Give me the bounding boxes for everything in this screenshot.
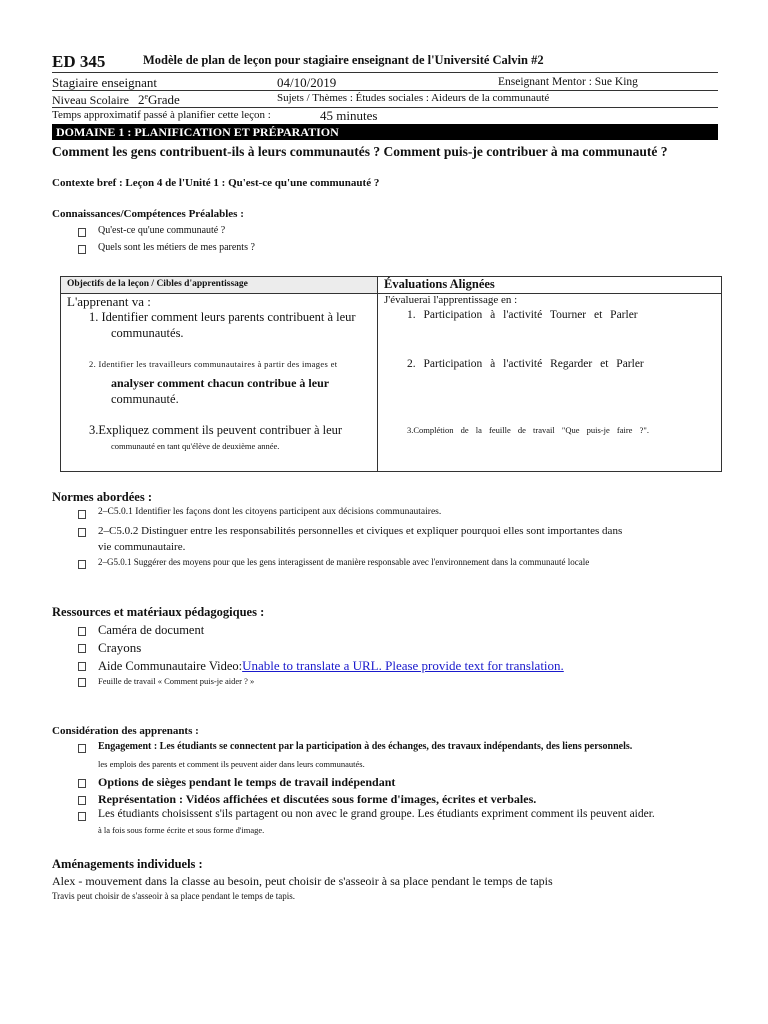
checkbox-icon bbox=[78, 796, 86, 805]
table-header-assessments: Évaluations Alignées bbox=[378, 277, 721, 294]
accommodations-heading: Aménagements individuels : bbox=[52, 857, 203, 871]
document-title: Modèle de plan de leçon pour stagiaire enseignant de l'Université Calvin #2 bbox=[143, 53, 544, 67]
checkbox-icon bbox=[78, 744, 86, 753]
domain-bar: DOMAINE 1 : PLANIFICATION ET PRÉPARATION bbox=[52, 124, 718, 140]
objective-3: 3.Expliquez comment ils peuvent contribuer à leur bbox=[89, 423, 343, 437]
objective-3-cont: communauté en tant qu'élève de deuxième année. bbox=[111, 441, 280, 451]
resources-heading: Ressources et matériaux pédagogiques : bbox=[52, 605, 265, 619]
planning-time-label: Temps approximatif passé à planifier cette leçon : bbox=[52, 109, 271, 121]
essential-question: Comment les gens contribuent-ils à leurs communautés ? Comment puis-je contribuer à ma communauté ? bbox=[52, 144, 668, 159]
checkbox-icon bbox=[78, 627, 86, 636]
learners-heading: Considération des apprenants : bbox=[52, 725, 199, 737]
header-rule bbox=[52, 72, 718, 73]
trainee-label: Stagiaire enseignant bbox=[52, 75, 158, 90]
checkbox-icon bbox=[78, 678, 86, 687]
assessments-intro: J'évaluerai l'apprentissage en : bbox=[384, 294, 518, 306]
grade-word: Grade bbox=[148, 92, 180, 107]
course-code: ED 345 bbox=[52, 52, 106, 71]
subjects-themes: Sujets / Thèmes : Études sociales : Aideurs de la communauté bbox=[277, 92, 550, 104]
norms-heading: Normes abordées : bbox=[52, 490, 152, 504]
assessment-2: 2. Participation à l'activité Regarder et Parler bbox=[407, 358, 644, 370]
accommodation-alex: Alex - mouvement dans la classe au besoin, peut choisir de s'asseoir à sa place pendant le temps de tapis bbox=[52, 874, 553, 888]
learner-item-cont: à la fois sous forme écrite et sous forme d'image. bbox=[98, 825, 265, 835]
header-rule-2 bbox=[52, 90, 718, 91]
prior-item-text: Quels sont les métiers de mes parents ? bbox=[98, 242, 255, 253]
learner-item-cont: les emplois des parents et comment ils peuvent aider dans leurs communautés. bbox=[98, 759, 365, 769]
planning-time-value: 45 minutes bbox=[320, 108, 378, 123]
prior-item-text: Qu'est-ce qu'une communauté ? bbox=[98, 225, 226, 236]
norm-item-cont: vie communautaire. bbox=[98, 541, 186, 553]
grade-superscript: e bbox=[144, 92, 149, 101]
checkbox-icon bbox=[78, 560, 86, 569]
objective-1: 1. Identifier comment leurs parents contribuent à leur bbox=[89, 310, 356, 324]
table-column-divider bbox=[377, 293, 378, 471]
assessment-3: 3.Complétion de la feuille de travail "Que puis-je faire ?". bbox=[407, 425, 649, 435]
objective-2-cont: analyser comment chacun contribue à leur bbox=[111, 376, 330, 390]
objective-1-cont: communautés. bbox=[111, 326, 184, 340]
grade-number: 2 bbox=[137, 92, 145, 107]
header-rule-3 bbox=[52, 107, 718, 108]
accommodation-travis: Travis peut choisir de s'asseoir à sa place pendant le temps de tapis. bbox=[52, 891, 295, 901]
checkbox-icon bbox=[78, 528, 86, 537]
checkbox-icon bbox=[78, 662, 86, 671]
checkbox-icon bbox=[78, 510, 86, 519]
checkbox-icon bbox=[78, 644, 86, 653]
lesson-date: 04/10/2019 bbox=[277, 75, 337, 90]
objectives-table bbox=[60, 276, 722, 472]
checkbox-icon bbox=[78, 779, 86, 788]
assessment-1: 1. Participation à l'activité Tourner et Parler bbox=[407, 309, 638, 321]
video-link[interactable]: Unable to translate a URL. Please provide text for translation. bbox=[242, 658, 564, 673]
objectives-intro: L'apprenant va : bbox=[67, 294, 151, 309]
lesson-context: Contexte bref : Leçon 4 de l'Unité 1 : Qu'est-ce qu'une communauté ? bbox=[52, 177, 380, 189]
table-header-objectives: Objectifs de la leçon / Cibles d'apprentissage bbox=[61, 277, 378, 294]
checkbox-icon bbox=[78, 228, 86, 237]
grade-level bbox=[52, 92, 180, 108]
checkbox-icon bbox=[78, 245, 86, 254]
mentor-name: Enseignant Mentor : Sue King bbox=[498, 76, 638, 88]
objective-2: 2. Identifier les travailleurs communautaires à partir des images et bbox=[89, 359, 338, 369]
grade-label: Niveau Scolaire bbox=[52, 93, 129, 107]
objective-2-cont-2: communauté. bbox=[111, 392, 179, 406]
prior-knowledge-heading: Connaissances/Compétences Préalables : bbox=[52, 208, 244, 220]
checkbox-icon bbox=[78, 812, 86, 821]
video-label: Aide Communautaire Video: bbox=[98, 659, 243, 673]
